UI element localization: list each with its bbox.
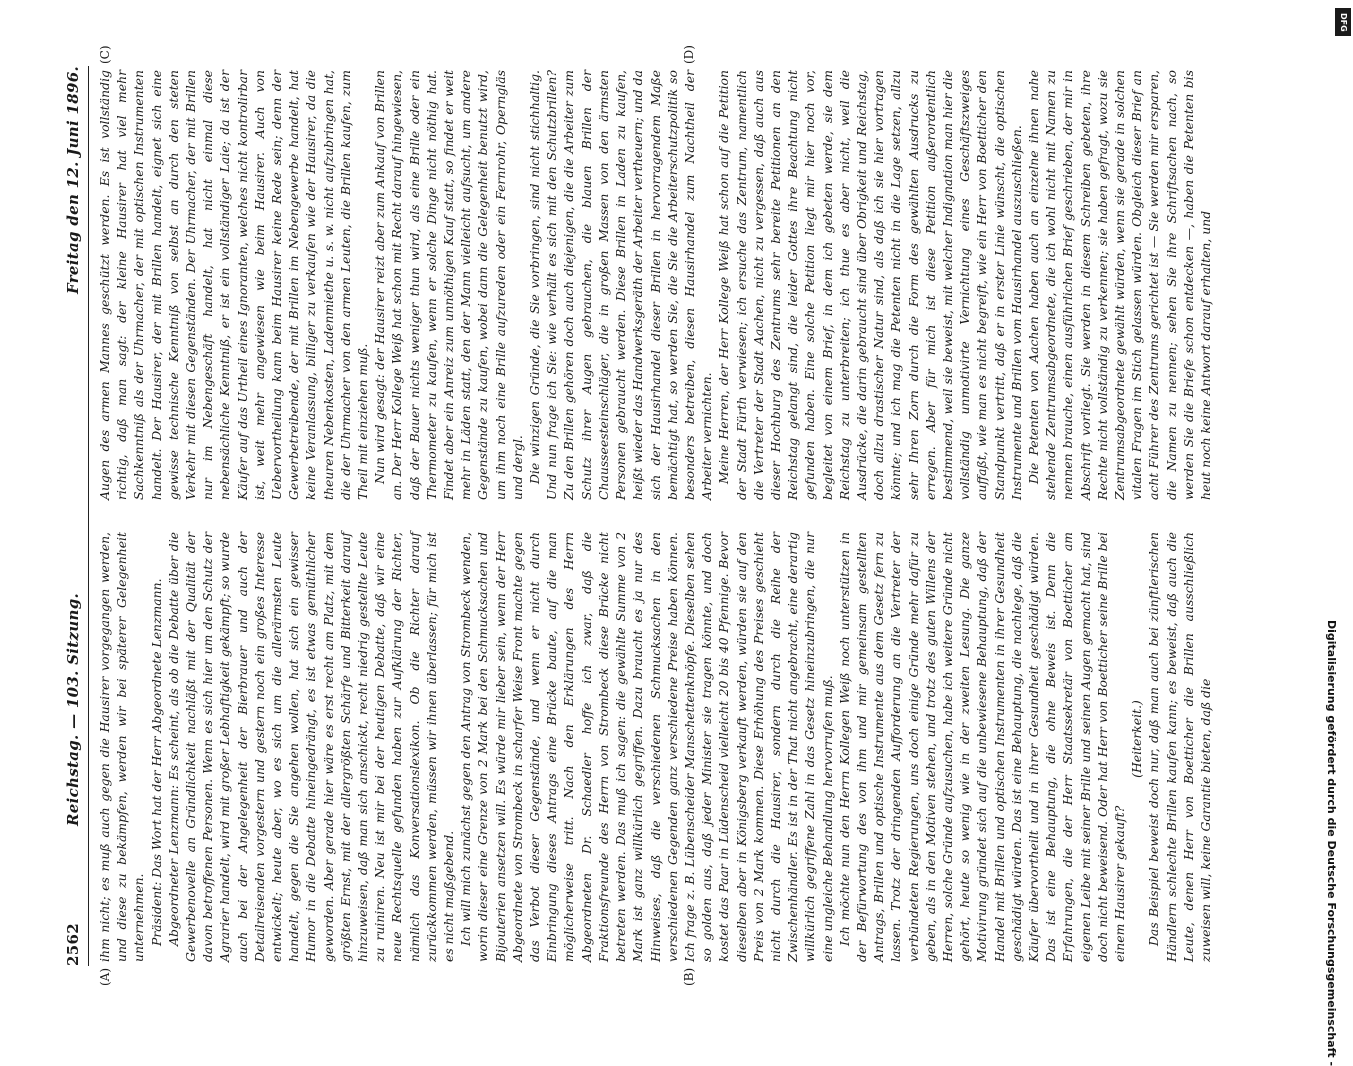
paragraph: Die Petenten von Aachen haben auch an einzelne ihnen nahe stehende Zentrumsabgeordnete, die ich wohl nicht mit Namen zu nennen brauche, einen ausführlichen Brief geschrieben, der mir in Abschrift vorliegt. Sie werden in diesem Schreiben gebeten, ihre Rechte nicht vollständig zu verkennen; sie haben gefragt, wozu sie Zentrumsabgeordnete gewählt würden, wenn sie gerade in solchen vitalen Fragen im Stich gelassen würden. Obgleich dieser Brief an acht Führer des Zentrums gerichtet ist — Sie werden mir ersparen, die Namen zu nennen; sehen Sie ihre Schriftsachen nach, so werden Sie die Briefe schon entdecken —, haben die Petenten bis heut noch keine Antwort darauf erhalten, und xyxy=(1025,70,1213,500)
paragraph: Nun wird gesagt: der Hausirer reizt aber zum Ankauf von Brillen an. Der Herr Kollege Weiß hat schon mit Recht darauf hingewiesen, daß der Bauer nichts weniger thun wird, als eine Brille oder ein Thermometer zu kaufen, wenn er solche Dinge nicht nöthig hat. Findet aber ein Anreiz zum unnöthigen Kauf statt, so findet er weit mehr in Läden statt, den der Mann vielleicht aufsucht, um andere Gegenstände zu kaufen, wobei dann die Gelegenheit benutzt wird, um ihm noch eine Brille aufzureden oder ein Fernrohr, Operngläs und dergl. xyxy=(372,70,525,500)
session-date: Freitag den 12. Juni 1896. xyxy=(64,66,82,294)
paragraph: Präsident: Das Wort hat der Herr Abgeordnete Lenzmann. xyxy=(148,578,164,946)
header-rule xyxy=(88,66,89,966)
paragraph: Das Beispiel beweist doch nur, daß man auch bei zünftlerischen Händlern schlechte Brillen kaufen kann; es beweist, daß auch die Leute, denen Herr von Boetticher die Brillen ausschließlich zuweisen will, keine Garantie bieten, daß die xyxy=(1146,532,1213,962)
paragraph: Abgeordneter Lenzmann: Es scheint, als ob die Debatte über die Gewerbenovelle an Gründlichkeit nachläßt mit der Qualität der davon betroffenen Personen. Wenn es sich hier um den Schutz der Agrarier handelt, wird mit großer Lebhaftigkeit gekämpft; so wurde auch bei der Angelegenheit der Bierbrauer und auch der Detailreisenden vorgestern und gestern noch ein großes Interesse entwickelt; heute aber, wo es sich um die allerärmsten Leute handelt, gegen die Sie angehen wollen, hat sich ein gewisser Humor in die Debatte hineingedrängt, es ist etwas gemüthlicher geworden. Aber gerade hier wäre es erst recht am Platz, mit dem größten Ernst, mit der allergrößten Schärfe und Bitterkeit darauf hinzuweisen, daß man sich anschickt, recht niedrig gestellte Leute zu ruiniren. Neu ist mir bei der heutigen Debatte, daß wir eine neue Rechtsquelle gefunden haben zur Aufklärung der Richter, nämlich das Konversationslexikon. Ob die Richter darauf zurückkommen werden, müssen wir ihnen überlassen; für mich ist es nicht maßgebend. xyxy=(165,532,457,962)
dfg-logo: DFG xyxy=(1335,8,1351,36)
page-header xyxy=(62,66,88,966)
paragraph: Die winzigen Gründe, die Sie vorbringen, sind nicht stichhaltig. Und nun frage ich Sie: wie verhält es sich mit den Schutzbrillen? Zu den Brillen gehören doch auch diejenigen, die die Arbeiter zum Schutz ihrer Augen gebrauchen, die blauen Brillen der Chausseesteinschläger, die in großen Massen von den ärmsten Personen gebraucht werden. Diese Brillen in Laden zu kaufen, heißt wieder das Handwerksgeräth der Arbeiter vertheuern; und da sich der Hausirhandel dieser Brillen in hervorragendem Maße bemächtigt hat, so werden Sie, die Sie die Arbeiterschutzpolitik so besonders betreiben, diesen Hausirhandel zum Nachtheil der Arbeiter vernichten. xyxy=(527,70,715,500)
paragraph: (Heiterkeit.) xyxy=(1129,700,1145,778)
paragraph: Ich will mich zunächst gegen den Antrag von Strombeck wenden, worin dieser eine Grenze von 2 Mark bei den Schmucksachen und Bijouterien ansetzen will. Es würde mir lieber sein, wenn der Herr Abgeordnete von Strombeck in scharfer Weise Front machte gegen das Verbot dieser Gegenstände, und wenn er nicht durch Einbringung dieses Antrags eine Brücke baute, auf die man möglicherweise tritt. Nach den Erklärungen des Herrn Abgeordneten Dr. Schaedler hoffe ich zwar, daß die Fraktionsfreunde des Herrn von Strombeck diese Brücke nicht betreten werden. Das muß ich sagen: die gewählte Summe von 2 Mark ist ganz willkürlich gegriffen. Dazu braucht es ja nur des Hinweises, daß die verschiedenen Schmucksachen in den verschiedenen Gegenden ganz verschiedene Preise haben können. Ich frage z. B. Lübenscheider Manschettenknöpfe. Dieselben sehen so golden aus, daß jeder Minister sie tragen könnte, und doch kostet das Paar in Lüdenscheid vielleicht 20 bis 40 Pfennige. Bevor dieselben aber in Königsberg verkauft werden, würden sie auf den Preis von 2 Mark kommen. Diese Erhöhung des Preises geschieht nicht durch die Hausirer, sondern durch die Reihe der Zwischenhändler. Es ist in der That nicht angebracht, eine derartig willkürlich gegriffene Zahl in das Gesetz hineinzubringen, die nur eine ungleiche Behandlung hervorrufen muß. xyxy=(458,532,835,962)
paragraph: Meine Herren, der Herr Kollege Weiß hat schon auf die Petition der Stadt Fürth verwiesen; ich ersuche das Zentrum, namentlich die Vertreter der Stadt Aachen, nicht zu vergessen, daß auch aus dieser Hochburg des Zentrums sehr bereite Petitionen an den Reichstag gelangt sind, die leider Gottes ihre Beachtung nicht gefunden haben. Eine solche Petition liegt mir hier noch vor, begleitet von einem Brief, in dem ich gebeten werde, sie dem Reichstag zu unterbreiten; ich thue es aber nicht, weil die Ausdrücke, die darin gebraucht sind über Obrigkeit und Reichstag, doch allzu drastischer Natur sind, als daß ich sie hier vortragen könnte; und ich mag die Petenten nicht in die Lage setzen, allzu sehr Ihren Zorn durch die Form des gewählten Ausdrucks zu erregen. Aber für mich ist diese Petition außerordentlich bestimmend, weil sie beweist, mit welcher Indignation man hier die vollständig unmotivirte Vernichtung eines Geschäftszweiges auffaßt, wie man es nicht begreift, wie ein Herr von Boetticher den Standpunkt vertritt, daß er in erster Linie wünscht, die optischen Instrumente und Brillen vom Hausirhandel auszuschließen. xyxy=(716,70,1024,500)
digitization-note: Digitalisierung gefördert durch die Deutsche Forschungsgemeinschaft - xyxy=(1325,620,1338,1066)
margin-marker-a: (A) xyxy=(98,967,112,986)
paragraph: ihm nicht; es muß auch gegen die Hausirer vorgegangen werden, und diese zu bekämpfen, werden wir bei späterer Gelegenheit unternehmen. xyxy=(97,532,147,962)
page-number: 2562 xyxy=(64,923,82,966)
text-column-left xyxy=(96,532,1214,962)
margin-marker-d: (D) xyxy=(682,45,696,64)
margin-marker-b: (B) xyxy=(682,967,696,986)
paragraph: Augen des armen Mannes geschützt werden. Es ist vollständig richtig, daß man sagt: der kleine Hausirer hat viel mehr Sachkenntniß als der Uhrmacher, der mit optischen Instrumenten handelt. Der Hausirer, der mit Brillen handelt, eignet sich eine gewisse technische Kenntniß von selbst an durch den steten Verkehr mit diesen Gegenständen. Der Uhrmacher, der mit Brillen nur im Nebengeschäft handelt, hat nicht einmal diese nebensächliche Kenntniß, er ist ein vollständiger Laie; da ist der Käufer auf das Urtheil eines Ignoranten, welches nicht kontrolirbar ist, weit mehr angewiesen wie beim Hausirer. Auch von Uebervortheilung kann beim Hausirer keine Rede sein; denn der Gewerbetreibende, der mit Brillen im Nebengewerbe handelt, hat keine Veranlassung, billiger zu verkaufen wie der Hausirer, da die theuren Nebenkosten, Ladenmiethe u. s. w. nicht aufzubringen hat, die der Uhrmacher von den armen Leuten, die Brillen kaufen, zum Theil mit einziehen muß. xyxy=(97,70,371,500)
session-title: Reichstag. — 103. Sitzung. xyxy=(64,592,82,826)
text-column-right xyxy=(96,70,1214,500)
rotated-page-content xyxy=(62,45,1302,986)
paragraph: Ich möchte nun den Herrn Kollegen Weiß noch unterstützen in der Befürwortung des von ihm und mir gemeinsam gestellten Antrags, Brillen und optische Instrumente aus dem Gesetz fern zu lassen. Trotz der dringenden Aufforderung an die Vertreter der verbündeten Regierungen, uns doch einige Gründe mehr dafür zu geben, als in den Motiven stehen, und trotz des guten Willens der Herren, solche Gründe aufzusuchen, habe ich weitere Gründe nicht gehört, heute so wenig wie in der zweiten Lesung. Die ganze Motivirung gründet sich auf die unbewiesene Behauptung, daß der Handel mit Brillen und optischen Instrumenten in ihrer Gesundheit geschädigt würden. Das ist eine Behauptung, die nachlege, daß die Käufer übervortheilt und in ihrer Gesundheit geschädigt würden. Das ist eine Behauptung, die ohne Beweis ist. Denn die Erfahrungen, die der Herr Staatssekretär von Boetticher am eigenen Leibe mit seiner Brille und seinen Augen gemacht hat, sind doch nicht beweisend. Oder hat Herr von Boetticher seine Brille bei einem Hausirer gekauft? xyxy=(836,532,1127,962)
margin-marker-c: (C) xyxy=(98,45,112,64)
